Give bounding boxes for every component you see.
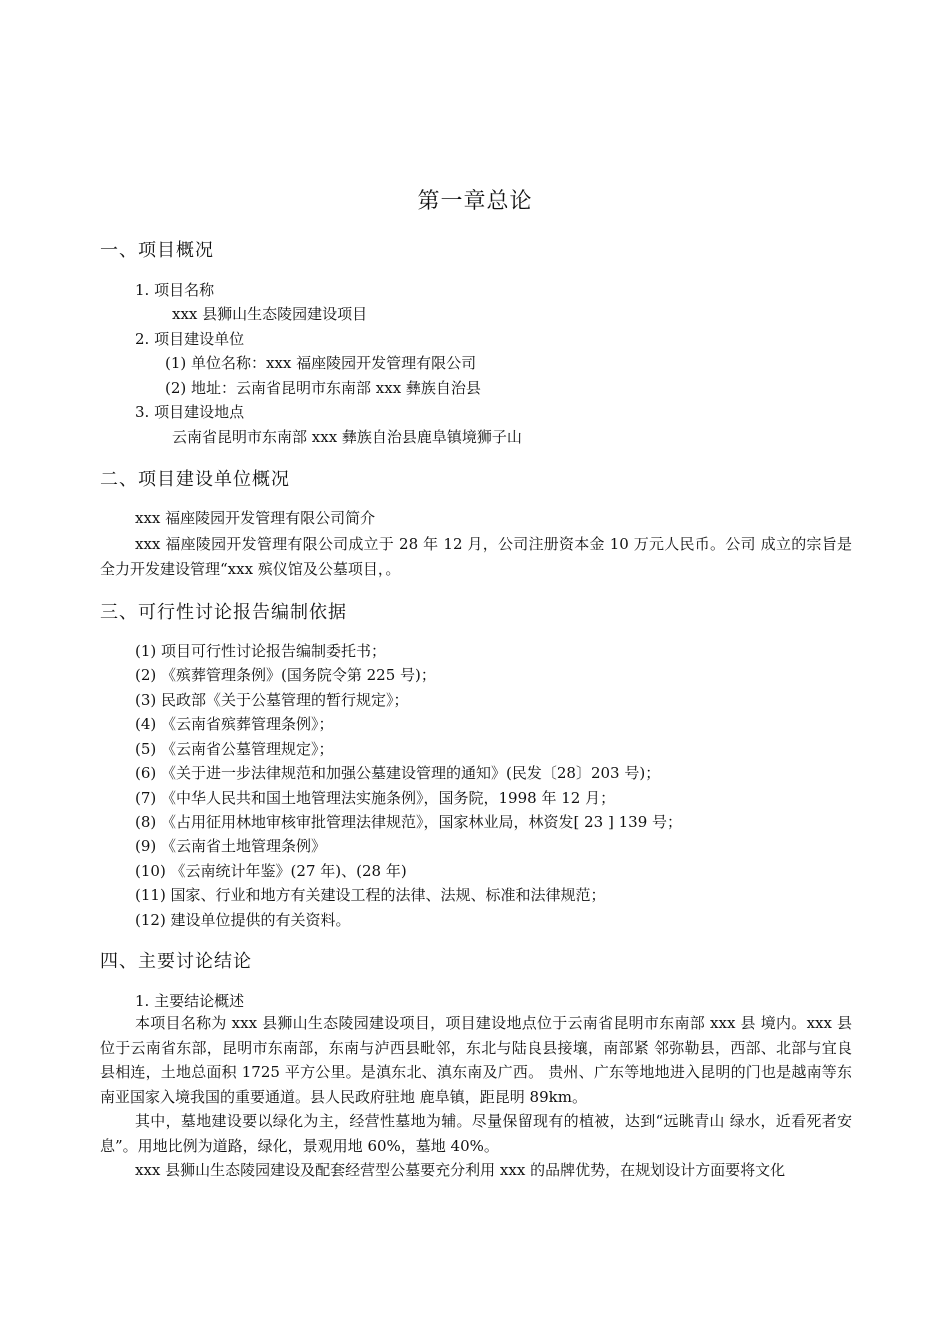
basis-item: (10) 《云南统计年鉴》(27 年)、(28 年): [135, 862, 407, 880]
item-builder-name: (1) 单位名称：xxx 福座陵园开发管理有限公司: [165, 354, 477, 372]
basis-item: (8) 《占用征用林地审核审批管理法律规范》，国家林业局，林资发[ 23 ] 139 号；: [135, 813, 683, 831]
company-intro-title: xxx 福座陵园开发管理有限公司简介: [135, 509, 376, 527]
basis-item: (4) 《云南省殡葬管理条例》；: [135, 715, 334, 733]
basis-item: (5) 《云南省公墓管理规定》；: [135, 740, 334, 758]
conclusion-paragraph-1: 本项目名称为 xxx 县狮山生态陵园建设项目，项目建设地点位于云南省昆明市东南部 xxx 县 境内。xxx 县位于云南省东部，昆明市东南部，东南与泸西县毗邻，东北与陆良县接壤，南部紧 邻弥勒县，西部、北部与宜良县相连，土地总面积 1725 平方公里。是滇东北、滇东南及广西。 贵州、广东等地地进入昆明的门也是越南等东南亚国家入境我国的重要通道。县人民政府驻地 鹿阜镇，距昆明 89km。: [100, 1014, 852, 1106]
basis-item: (7) 《中华人民共和国土地管理法实施条例》，国务院，1998 年 12 月；: [135, 789, 616, 807]
conclusion-paragraph-2: 其中，墓地建设要以绿化为主，经营性墓地为辅。尽量保留现有的植被，达到“远眺青山 绿水，近看死者安息”。用地比例为道路，绿化，景观用地 60%，墓地 40%。: [100, 1112, 852, 1155]
basis-item: (11) 国家、行业和地方有关建设工程的法律、法规、标准和法律规范；: [135, 886, 606, 904]
conclusion-body: [100, 1011, 852, 1183]
company-intro-paragraph: [100, 532, 852, 581]
basis-item: (2) 《殡葬管理条例》(国务院令第 225 号)；: [135, 666, 436, 684]
company-intro-text: xxx 福座陵园开发管理有限公司成立于 28 年 12 月，公司注册资本金 10 万元人民币。公司 成立的宗旨是全力开发建设管理“xxx 殡仪馆及公墓项目，。: [100, 535, 852, 578]
chapter-title: 第一章总论: [417, 189, 533, 214]
basis-item: (3) 民政部《关于公墓管理的暂行规定》；: [135, 691, 409, 709]
item-project-name-label: 1. 项目名称: [135, 281, 215, 299]
basis-item: (6) 《关于进一步法律规范和加强公墓建设管理的通知》(民发〔28〕203 号)；: [135, 764, 661, 782]
section-heading-basis: 三、可行性讨论报告编制依据: [100, 602, 347, 623]
basis-item: (1) 项目可行性讨论报告编制委托书；: [135, 642, 387, 660]
conclusion-paragraph-3: xxx 县狮山生态陵园建设及配套经营型公墓要充分利用 xxx 的品牌优势，在规划设计方面要将文化: [135, 1161, 786, 1179]
conclusion-sub-label: 1. 主要结论概述: [135, 992, 245, 1010]
section-heading-conclusion: 四、主要讨论结论: [100, 951, 252, 972]
basis-item: (9) 《云南省土地管理条例》: [135, 837, 327, 855]
item-location-value: 云南省昆明市东南部 xxx 彝族自治县鹿阜镇境狮子山: [172, 428, 522, 446]
basis-item: (12) 建设单位提供的有关资料。: [135, 911, 351, 929]
item-builder-label: 2. 项目建设单位: [135, 330, 245, 348]
item-project-name-value: xxx 县狮山生态陵园建设项目: [172, 305, 368, 323]
item-location-label: 3. 项目建设地点: [135, 403, 245, 421]
item-builder-address: (2) 地址：云南省昆明市东南部 xxx 彝族自治县: [165, 379, 481, 397]
section-heading-company: 二、项目建设单位概况: [100, 469, 290, 490]
section-heading-overview: 一、项目概况: [100, 240, 214, 261]
